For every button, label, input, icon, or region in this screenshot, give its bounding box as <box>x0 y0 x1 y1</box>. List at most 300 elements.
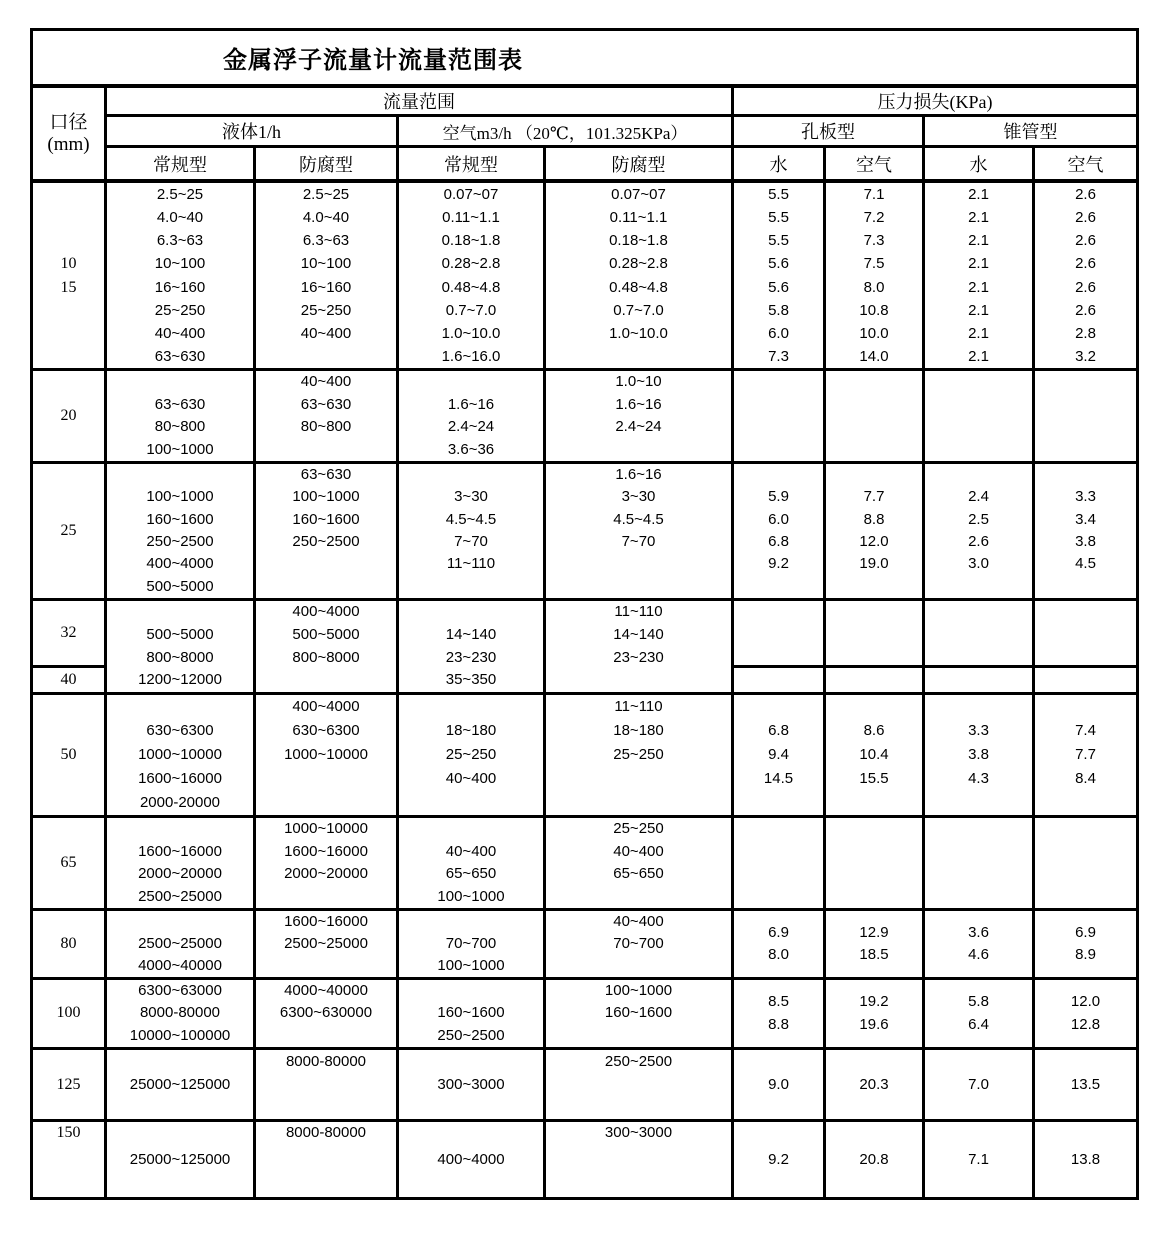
cell-line: 8.9 <box>1075 946 1096 963</box>
cell-line: 80~800 <box>154 418 206 435</box>
cell-orifice-water-32-40 <box>734 601 826 692</box>
cell-line <box>1035 576 1136 598</box>
cell-line: 100~1000 <box>604 982 673 999</box>
header-cone-air: 空气 <box>1067 154 1104 175</box>
cell-line: 10.4 <box>859 746 889 763</box>
cell-line: 20.3 <box>859 1076 889 1093</box>
cell-line: 25~250 <box>154 301 206 319</box>
cell-line: 14.5 <box>763 770 794 787</box>
cell-line: 1.6~16 <box>615 395 662 413</box>
cell-line <box>546 1160 731 1178</box>
cell-air-normal-65 <box>399 818 546 908</box>
cell-line: 3~30 <box>621 488 656 506</box>
section-row-dn32-40 <box>33 601 1136 695</box>
cell-line: 1.6~16 <box>447 395 495 413</box>
cell-line <box>546 576 731 598</box>
diameter-value: 20 <box>60 406 77 424</box>
cell-line: 12.0 <box>859 533 889 550</box>
diameter-value: 100 <box>56 1004 81 1022</box>
cell-line: 3.3 <box>1075 488 1096 506</box>
cell-line: 5.5 <box>768 186 789 203</box>
cell-line: 1000~10000 <box>284 746 368 763</box>
cell-line <box>399 464 543 486</box>
diameter-value: 25 <box>60 521 77 539</box>
cell-orifice-water-20 <box>734 371 826 461</box>
cell-line: 1.6~16 <box>615 466 662 484</box>
cell-line <box>399 911 543 933</box>
cell-cone-air-80 <box>1035 911 1136 977</box>
section-row-dn10-15 <box>33 183 1136 371</box>
diameter-value: 10 <box>60 255 77 273</box>
cell-line: 2.1 <box>968 347 989 365</box>
cell-line: 4000~40000 <box>138 957 222 974</box>
cell-air-anti-50 <box>546 695 734 815</box>
cell-line: 1200~12000 <box>138 671 222 689</box>
cell-line: 4000~40000 <box>284 982 368 999</box>
cell-line: 100~1000 <box>292 488 360 506</box>
cell-line <box>925 576 1032 598</box>
cell-line: 80~800 <box>300 418 352 435</box>
cell-line: 18~180 <box>613 722 664 739</box>
cell-line <box>256 886 396 909</box>
cell-line: 25~250 <box>445 746 497 763</box>
cell-line <box>256 1160 396 1178</box>
cell-line <box>546 767 731 791</box>
cell-line: 63~630 <box>300 395 352 413</box>
cell-line: 300~3000 <box>437 1076 505 1093</box>
cell-cone-air-65 <box>1035 818 1136 908</box>
cell-line: 1.6~16.0 <box>441 347 501 365</box>
cell-line: 100~1000 <box>146 440 214 458</box>
cell-line: 25~250 <box>613 820 664 837</box>
cell-liquid-anti-65 <box>256 818 399 908</box>
cell-line: 250~2500 <box>437 1026 505 1044</box>
cell-line: 800~8000 <box>146 648 214 666</box>
cell-orifice-air-100 <box>826 980 925 1047</box>
cell-line: 7~70 <box>621 533 656 550</box>
cell-orifice-water-125 <box>734 1050 826 1119</box>
cell-line: 63~630 <box>300 466 352 484</box>
cell-diameter-50 <box>33 695 107 815</box>
cell-line: 1.0~10.0 <box>609 324 668 342</box>
cell-air-anti-80 <box>546 911 734 977</box>
empty-subcell <box>826 601 922 668</box>
cell-line: 19.2 <box>859 993 889 1011</box>
header-orifice-water: 水 <box>734 148 826 179</box>
cell-line <box>107 601 253 624</box>
cell-line: 14~140 <box>613 625 664 643</box>
cell-line: 3.0 <box>968 555 989 573</box>
cell-line: 65~650 <box>613 865 664 882</box>
section-row-dn125 <box>33 1050 1136 1122</box>
cell-line: 0.18~1.8 <box>441 232 501 250</box>
cell-line: 500~5000 <box>292 625 360 643</box>
cell-air-anti-32-40 <box>546 601 734 692</box>
cell-line: 11~110 <box>614 603 663 620</box>
cell-line <box>546 553 731 575</box>
cell-line: 2.4~24 <box>447 418 495 435</box>
cell-liquid-normal-25 <box>107 464 256 598</box>
cell-line: 19.0 <box>859 555 889 573</box>
table-body <box>33 183 1136 1197</box>
cell-line <box>256 767 396 791</box>
section-row-dn65 <box>33 818 1136 911</box>
cell-line: 15.5 <box>859 770 889 787</box>
cell-line: 2000-20000 <box>139 794 221 811</box>
empty-subcell <box>826 668 922 692</box>
cell-air-anti-10-15 <box>546 183 734 368</box>
cell-line: 4.5 <box>1075 555 1096 573</box>
cell-line: 1000~10000 <box>284 820 368 837</box>
header-cone-water: 水 <box>925 148 1035 179</box>
cell-line: 300~3000 <box>604 1123 673 1141</box>
cell-orifice-air-32-40 <box>826 601 925 692</box>
cell-line: 2.6 <box>1075 186 1096 203</box>
diameter-value: 65 <box>60 853 77 871</box>
cell-line: 4.3 <box>968 770 989 787</box>
header-air-anti: 防腐型 <box>546 148 734 179</box>
cell-liquid-normal-65 <box>107 818 256 908</box>
cell-line: 70~700 <box>613 935 664 952</box>
cell-line: 6.0 <box>768 324 789 342</box>
cell-line: 7~70 <box>454 533 488 550</box>
cell-line: 40~400 <box>613 913 664 930</box>
cell-line: 4.5~4.5 <box>445 510 497 528</box>
cell-liquid-normal-80 <box>107 911 256 977</box>
cell-line: 7.5 <box>863 255 885 273</box>
cell-line: 2.4~24 <box>615 418 662 435</box>
cell-line <box>399 576 543 598</box>
cell-cone-air-100 <box>1035 980 1136 1047</box>
cell-line <box>107 695 253 719</box>
cell-cone-water-50 <box>925 695 1035 815</box>
cell-line: 23~230 <box>445 648 497 666</box>
header-liquid-unit: 液体1/h <box>107 117 399 145</box>
cell-line: 2.6 <box>1075 209 1096 227</box>
cell-line <box>256 791 396 815</box>
cell-diameter-125 <box>33 1050 107 1119</box>
cell-line <box>107 464 253 486</box>
cell-diameter-25 <box>33 464 107 598</box>
cell-air-anti-150 <box>546 1122 734 1197</box>
cell-line: 3.6~36 <box>447 440 495 458</box>
cell-line: 800~8000 <box>292 648 360 666</box>
header-diameter-label: 口径 <box>49 111 88 133</box>
cell-orifice-air-80 <box>826 911 925 977</box>
cell-line <box>399 371 543 394</box>
cell-diameter-65 <box>33 818 107 908</box>
cell-cone-water-20 <box>925 371 1035 461</box>
cell-diameter-20 <box>33 371 107 461</box>
cell-line: 9.4 <box>768 746 789 763</box>
cell-line: 6300~63000 <box>138 982 222 999</box>
cell-line <box>399 980 543 1002</box>
cell-line: 19.6 <box>859 1015 889 1033</box>
cell-liquid-normal-10-15 <box>107 183 256 368</box>
cell-line <box>256 345 396 368</box>
cell-liquid-anti-25 <box>256 464 399 598</box>
cell-line: 25~250 <box>300 301 352 319</box>
cell-liquid-normal-20 <box>107 371 256 461</box>
cell-line: 20.8 <box>859 1150 889 1168</box>
cell-liquid-anti-32-40 <box>256 601 399 692</box>
cell-line <box>256 955 396 977</box>
cell-line: 500~5000 <box>146 577 214 595</box>
cell-line: 1000~10000 <box>138 746 222 763</box>
cell-line: 9.2 <box>768 555 789 573</box>
cell-line: 4.0~40 <box>302 209 350 227</box>
cell-line <box>546 791 731 815</box>
cell-line: 13.8 <box>1070 1150 1101 1168</box>
cell-line: 40~400 <box>154 324 206 342</box>
cell-line: 2.6 <box>1075 278 1096 296</box>
cell-line: 10.0 <box>859 324 889 342</box>
empty-subcell <box>1035 601 1136 668</box>
cell-line: 6.0 <box>768 510 789 528</box>
cell-orifice-air-125 <box>826 1050 925 1119</box>
section-row-dn20 <box>33 371 1136 464</box>
cell-orifice-water-150 <box>734 1122 826 1197</box>
cell-air-normal-100 <box>399 980 546 1047</box>
empty-subcell <box>734 668 823 692</box>
cell-line: 3.6 <box>968 924 989 941</box>
cell-line <box>256 553 396 575</box>
cell-line: 7.1 <box>968 1150 989 1168</box>
cell-line <box>107 818 253 841</box>
cell-line <box>546 669 731 692</box>
cell-line: 35~350 <box>445 671 497 689</box>
cell-line: 3.8 <box>968 746 989 763</box>
cell-line <box>546 345 731 368</box>
cell-cone-water-150 <box>925 1122 1035 1197</box>
cell-line <box>107 371 253 394</box>
cell-line: 11~110 <box>614 698 663 715</box>
cell-diameter-80 <box>33 911 107 977</box>
cell-line <box>399 601 543 624</box>
cell-liquid-normal-100 <box>107 980 256 1047</box>
cell-line: 1600~16000 <box>284 842 368 860</box>
cell-line: 2.4 <box>968 488 989 506</box>
cell-cone-water-32-40 <box>925 601 1035 692</box>
cell-line: 8000-80000 <box>285 1123 367 1141</box>
cell-line: 5.5 <box>768 209 789 227</box>
cell-line: 25000~125000 <box>129 1150 231 1168</box>
header-diameter-unit: (mm) <box>47 133 90 155</box>
section-row-dn50 <box>33 695 1136 818</box>
cell-cone-water-10-15 <box>925 183 1035 368</box>
cell-orifice-water-100 <box>734 980 826 1047</box>
cell-line: 400~4000 <box>292 698 360 715</box>
cell-cone-water-100 <box>925 980 1035 1047</box>
cell-line: 9.2 <box>768 1150 789 1168</box>
cell-line <box>546 1142 731 1160</box>
cell-line: 2.1 <box>968 255 989 273</box>
flowmeter-range-table <box>30 28 1139 1200</box>
header-right <box>107 88 1136 179</box>
cell-line: 7.7 <box>1075 746 1096 763</box>
cell-cone-air-32-40 <box>1035 601 1136 692</box>
cell-line: 13.5 <box>1070 1076 1101 1093</box>
cell-cone-water-25 <box>925 464 1035 598</box>
cell-line <box>1035 464 1136 486</box>
cell-line: 400~4000 <box>437 1150 505 1168</box>
cell-line: 6.3~63 <box>302 232 350 250</box>
cell-liquid-anti-50 <box>256 695 399 815</box>
cell-cone-air-20 <box>1035 371 1136 461</box>
diameter-value: 15 <box>60 278 77 296</box>
cell-line: 400~4000 <box>292 603 360 620</box>
cell-line: 18.5 <box>859 946 889 963</box>
cell-line: 12.9 <box>859 924 889 941</box>
cell-line <box>399 818 543 841</box>
cell-line <box>256 1025 396 1047</box>
cell-orifice-water-25 <box>734 464 826 598</box>
cell-line: 0.48~4.8 <box>441 278 501 296</box>
cell-line: 5.8 <box>768 301 789 319</box>
cell-line: 0.48~4.8 <box>609 278 668 296</box>
cell-cone-air-25 <box>1035 464 1136 598</box>
cell-line: 7.7 <box>863 488 885 506</box>
title-row <box>33 31 1136 88</box>
cell-line: 2.1 <box>968 324 989 342</box>
cell-liquid-anti-150 <box>256 1122 399 1197</box>
cell-line: 7.0 <box>968 1076 989 1093</box>
cell-line: 65~650 <box>445 865 497 882</box>
cell-line: 1600~16000 <box>138 842 222 860</box>
cell-orifice-water-50 <box>734 695 826 815</box>
cell-line: 40~400 <box>613 842 664 860</box>
cell-line: 2.6 <box>968 533 989 550</box>
cell-line: 250~2500 <box>146 533 214 550</box>
section-row-dn25 <box>33 464 1136 601</box>
cell-line: 14.0 <box>859 347 889 365</box>
table-title: 金属浮子流量计流量范围表 <box>223 48 523 74</box>
cell-air-normal-10-15 <box>399 183 546 368</box>
diameter-value: 80 <box>60 935 77 952</box>
cell-line: 3.4 <box>1075 510 1096 528</box>
cell-cone-air-10-15 <box>1035 183 1136 368</box>
section-row-dn80 <box>33 911 1136 980</box>
cell-line: 8.5 <box>768 993 789 1011</box>
cell-liquid-normal-125 <box>107 1050 256 1119</box>
cell-line: 2500~25000 <box>138 935 222 952</box>
header-cone-type: 锥管型 <box>1003 122 1058 142</box>
cell-line <box>734 576 823 598</box>
cell-diameter-10-15 <box>33 183 107 368</box>
cell-line: 8.6 <box>863 722 885 739</box>
cell-liquid-anti-10-15 <box>256 183 399 368</box>
cell-line <box>546 886 731 909</box>
cell-line: 7.3 <box>768 347 789 365</box>
cell-line: 0.7~7.0 <box>613 301 664 319</box>
cell-line: 160~1600 <box>604 1004 673 1022</box>
header-band-1 <box>107 88 1136 117</box>
cell-line: 160~1600 <box>437 1004 505 1022</box>
cell-line: 40~400 <box>300 373 352 390</box>
cell-line: 0.7~7.0 <box>445 301 497 319</box>
cell-air-anti-125 <box>546 1050 734 1119</box>
cell-line: 6.8 <box>768 533 789 550</box>
cell-line: 23~230 <box>613 648 664 666</box>
empty-subcell <box>1035 668 1136 692</box>
cell-air-normal-25 <box>399 464 546 598</box>
cell-line <box>107 911 253 933</box>
cell-line <box>546 1178 731 1196</box>
cell-line: 630~6300 <box>292 722 360 739</box>
header-flow-range: 流量范围 <box>107 88 734 114</box>
cell-line: 2500~25000 <box>284 935 368 952</box>
cell-line: 6.3~63 <box>156 232 204 250</box>
cell-line: 500~5000 <box>146 625 214 643</box>
cell-line: 25000~125000 <box>129 1076 231 1093</box>
cell-air-anti-25 <box>546 464 734 598</box>
cell-line: 6.9 <box>1075 924 1096 941</box>
cell-line: 3.3 <box>968 722 989 739</box>
cell-line <box>546 439 731 462</box>
table-header <box>33 88 1136 183</box>
cell-line: 4.5~4.5 <box>613 510 664 528</box>
cell-line: 12.8 <box>1070 1015 1101 1033</box>
header-band-2 <box>107 117 1136 148</box>
cell-line: 1600~16000 <box>138 770 222 787</box>
cell-air-normal-50 <box>399 695 546 815</box>
cell-line: 0.07~07 <box>611 186 666 203</box>
cell-cone-air-125 <box>1035 1050 1136 1119</box>
cell-air-anti-65 <box>546 818 734 908</box>
empty-subcell <box>734 601 823 668</box>
header-air-normal: 常规型 <box>399 148 546 179</box>
cell-line: 2500~25000 <box>138 887 222 905</box>
cell-line: 1.0~10.0 <box>441 324 501 342</box>
cell-liquid-anti-125 <box>256 1050 399 1119</box>
cell-line: 3~30 <box>454 488 488 506</box>
cell-line: 10000~100000 <box>129 1026 231 1044</box>
cell-line: 14~140 <box>445 625 497 643</box>
cell-line: 5.6 <box>768 255 789 273</box>
header-pressure-loss: 压力损失(KPa) <box>877 92 993 112</box>
cell-line: 5.8 <box>968 993 989 1011</box>
cell-line: 3.2 <box>1075 347 1096 365</box>
header-band-3 <box>107 148 1136 179</box>
cell-line: 250~2500 <box>604 1053 673 1070</box>
cell-line <box>256 669 396 692</box>
cell-line: 4.0~40 <box>156 209 204 227</box>
cell-line: 16~160 <box>300 278 352 296</box>
cell-line: 8.8 <box>768 1015 789 1033</box>
cell-line: 2000~20000 <box>284 865 368 882</box>
header-orifice-air: 空气 <box>826 148 925 179</box>
cell-line: 400~4000 <box>146 555 214 573</box>
cell-orifice-air-50 <box>826 695 925 815</box>
cell-air-normal-80 <box>399 911 546 977</box>
cell-line: 2.5 <box>968 510 989 528</box>
cell-line: 250~2500 <box>292 533 360 550</box>
cell-line: 2.1 <box>968 209 989 227</box>
cell-line <box>826 576 922 598</box>
cell-line: 10.8 <box>859 301 889 319</box>
cell-orifice-water-10-15 <box>734 183 826 368</box>
cell-line: 18~180 <box>445 722 497 739</box>
cell-orifice-water-80 <box>734 911 826 977</box>
cell-air-anti-20 <box>546 371 734 461</box>
cell-line: 1.0~10 <box>615 373 662 390</box>
cell-line: 2.5~25 <box>156 186 204 203</box>
cell-line: 7.3 <box>863 232 885 250</box>
cell-line: 100~1000 <box>437 887 505 905</box>
cell-line <box>256 1142 396 1160</box>
diameter-value: 150 <box>56 1124 81 1141</box>
cell-line: 40~400 <box>300 324 352 342</box>
